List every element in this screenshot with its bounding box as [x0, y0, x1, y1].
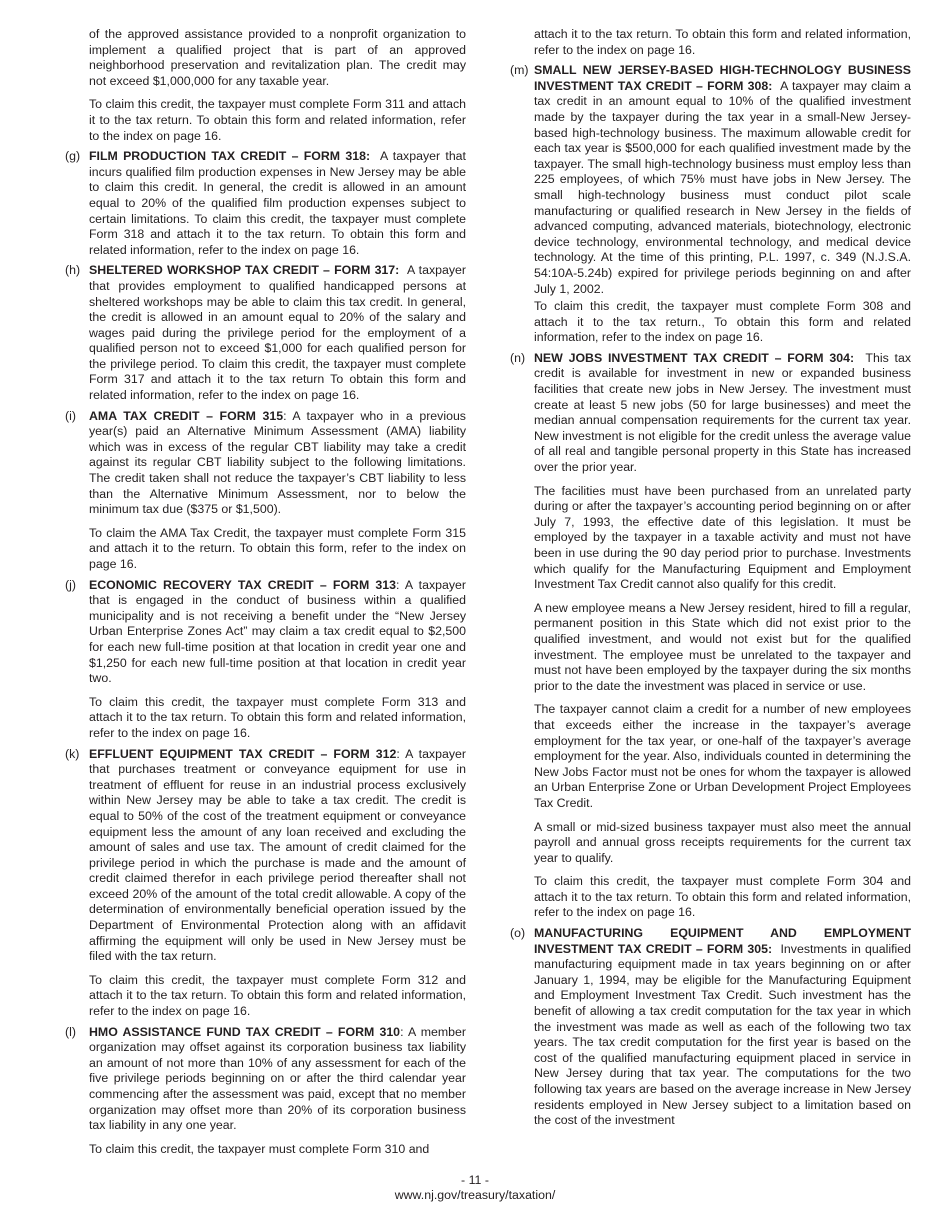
- section-letter: (i): [65, 408, 76, 423]
- section-title: EFFLUENT EQUIPMENT TAX CREDIT – FORM 312: [89, 746, 397, 761]
- section-text-4: The taxpayer cannot claim a credit for a number of new employees that exceeds either the increase in the taxpayer’s average employment for the tax year, or one-half of the taxpayer’s average employment for the year. Also, individuals counted in determining the New Jobs Factor must not be ones for whom the taxpayer is allowed an Urban Enterprise Zone or Urban Development Project Employees Tax Credit.: [534, 702, 911, 810]
- section-letter: (k): [65, 746, 80, 761]
- right-column: [510, 27, 911, 1134]
- section-title: AMA TAX CREDIT – FORM 315: [89, 408, 284, 423]
- section-i: [65, 409, 466, 573]
- section-letter: (g): [65, 149, 81, 164]
- intro-paragraph: [65, 27, 466, 144]
- section-title: HMO ASSISTANCE FUND TAX CREDIT – FORM 310: [89, 1024, 401, 1039]
- continuation-text: attach it to the tax return. To obtain this form and related information, refer to the index on page 16.: [534, 27, 911, 57]
- section-l: [65, 1025, 466, 1158]
- section-text-6: To claim this credit, the taxpayer must complete Form 304 and attach it to the tax return. To obtain this form and related information, refer to the index on page 16.: [534, 874, 911, 920]
- section-o: [510, 926, 911, 1129]
- section-letter: (m): [510, 63, 529, 78]
- section-text-2: To claim this credit, the taxpayer must complete Form 308 and attach it to the tax return., To obtain this form and related information, refer to the index on page 16.: [534, 299, 911, 345]
- intro-text-2: To claim this credit, the taxpayer must complete Form 311 and attach it to the tax return. To obtain this form and related information, refer to the index on page 16.: [89, 97, 466, 143]
- section-text-2: To claim this credit, the taxpayer must complete Form 313 and attach it to the tax return. To obtain this form and related information, refer to the index on page 16.: [89, 694, 466, 740]
- section-letter: (n): [510, 350, 526, 365]
- section-text: : A member organization may offset against its corporation business tax liability an amount of not more than 10% of any assessment for each of the five privilege periods beginning on or after the third calendar year commencing after the assessment was paid, except that no member organization may offset more than 20% of its corporation business tax liability in any one year.: [89, 1024, 466, 1133]
- left-column: [65, 27, 466, 1162]
- section-text-3: A new employee means a New Jersey resident, hired to fill a regular, permanent position in this State which did not exist prior to the qualified investment, and would not exist but for the qualified investment. The employee must be unrelated to the taxpayer and must not have been employed by the taxpayer during the six months prior to the date the investment was placed in service or use.: [534, 600, 911, 693]
- section-text-2: To claim this credit, the taxpayer must complete Form 312 and attach it to the tax return. To obtain this form and related information, refer to the index on page 16.: [89, 972, 466, 1019]
- section-k: [65, 747, 466, 1020]
- section-text-2: The facilities must have been purchased from an unrelated party during or after the taxpayer’s accounting period beginning on or after July 7, 1993, the effective date of this legislation. It must be employed by the taxpayer in a taxable activity and must not have been in use during the 90 day period prior to purchase. Investments which qualify for the Manufacturing Equipment and Employment Investment Tax Credit cannot also qualify for this credit.: [534, 483, 911, 592]
- continuation-paragraph: [510, 27, 911, 58]
- section-letter: (o): [510, 926, 526, 941]
- section-m: [510, 63, 911, 346]
- section-title: MANUFACTURING EQUIPMENT AND EMPLOYMENT INVESTMENT TAX CREDIT – FORM 305:: [534, 926, 911, 956]
- section-text: A taxpayer that provides employment to qualified handicapped persons at sheltered workshops may be able to claim this tax credit. In general, the credit is allowed in an amount equal to 20% of the salary and wages paid during the privilege period for the employment of a qualified person not to exceed $1,000 for each qualified person for the privilege period. To claim this credit, the taxpayer must complete Form 317 and attach it to the tax return To obtain this form and related information, refer to the index on page 16.: [89, 263, 466, 403]
- intro-text-1: of the approved assistance provided to a nonprofit organization to implement a qualified project that is part of an approved neighborhood preservation and revitalization plan. The credit may not exceed $1,000,000 for any taxable year.: [89, 27, 466, 88]
- section-j: [65, 578, 466, 742]
- footer-url: www.nj.gov/treasury/taxation/: [394, 1188, 556, 1202]
- section-h: [65, 263, 466, 403]
- section-n: [510, 351, 911, 921]
- section-text: A taxpayer that incurs qualified film production expenses in New Jersey may be able to claim this credit. In general, the credit is allowed in an amount equal to 20% of the qualified film production expenses subject to certain limitations. To claim this credit, the taxpayer must complete Form 318 and attach it to the tax return. To obtain this form and related information, refer to the index on page 16.: [89, 149, 466, 257]
- section-text-5: A small or mid-sized business taxpayer must also meet the annual payroll and annual gross receipts requirements for the current tax year to qualify.: [534, 819, 911, 865]
- section-title: NEW JOBS INVESTMENT TAX CREDIT – FORM 304:: [534, 350, 855, 365]
- section-text-2: To claim this credit, the taxpayer must complete Form 310 and: [89, 1141, 430, 1156]
- section-title: SHELTERED WORKSHOP TAX CREDIT – FORM 317:: [89, 263, 400, 278]
- section-text-2: To claim the AMA Tax Credit, the taxpayer must complete Form 315 and attach it to the return. To obtain this form, refer to the index on page 16.: [89, 525, 466, 571]
- section-text: This tax credit is available for investment in new or expanded business facilities that create new jobs in New Jersey. The investment must create at least 5 new jobs (50 for large businesses) and meet the median annual compensation requirements for the current tax year. New investment is not eligible for the credit unless the average value of all real and tangible personal property in this State has increased over the prior year.: [534, 350, 911, 475]
- page-number: - 11 -: [461, 1173, 489, 1187]
- section-text: : A taxpayer that purchases treatment or conveyance equipment for use in treatment of effluent for reuse in an industrial process exclusively within New Jersey may be able to take a tax credit. The credit is equal to 50% of the cost of the treatment equipment or conveyance equipment less the amount of any loan received and excluding the amount of sales and use tax. The amount of credit claimed for the privilege period in which the purchase is made and the amount of credit claimed therefor in each privilege period thereafter shall not exceed 20% of the amount of the total credit allowable. A copy of the determination of environmentally beneficial operation issued by the Department of Environmental Protection along with an affidavit affirming the equipment will only be used in New Jersey must be filed with the tax return.: [89, 746, 466, 964]
- section-letter: (j): [65, 577, 76, 592]
- section-text: : A taxpayer who in a previous year(s) paid an Alternative Minimum Assessment (AMA) liability which was in excess of the regular CBT liability may take a credit against its regular CBT liability subject to the following limitations. The credit taken shall not reduce the taxpayer’s CBT liability to less than the Alternative Minimum Assessment, nor to below the minimum tax due ($375 or $1,500).: [89, 408, 466, 517]
- section-text: : A taxpayer that is engaged in the conduct of business within a qualified municipality and is not receiving a benefit under the “New Jersey Urban Enterprise Zones Act” may claim a tax credit equal to $2,500 for each new full-time position at that location in credit year one and $1,250 for each new full-time position at that location in credit year two.: [89, 577, 466, 686]
- section-text: Investments in qualified manufacturing equipment made in tax years beginning on or after January 1, 1994, may be eligible for the Manufacturing Equipment and Employment Investment Tax Credit. Such investment has the benefit of allowing a tax credit computation for the tax year in which the investment was made as well as each of the following two tax years. The tax credit computation for the first year is based on the cost of the qualified manufacturing equipment placed in service in New Jersey during that tax year. The computations for the two following tax years are based on the average increase in New Jersey residents employed in New Jersey subject to a limitation based on the cost of the investment: [534, 941, 912, 1128]
- section-letter: (h): [65, 263, 81, 278]
- section-title: FILM PRODUCTION TAX CREDIT – FORM 318:: [89, 149, 371, 164]
- section-text: A taxpayer may claim a tax credit in an amount equal to 10% of the qualified investment made by the taxpayer during the tax year in a small-New Jersey-based high-technology business. The maximum allowable credit for each tax year is $500,000 for each qualified investment made by the taxpayer. The small high-technology business must employ less than 225 employees, of which 75% must have jobs in New Jersey. The small high-technology business must conduct pilot scale manufacturing or qualified research in New Jersey in the fields of advanced computing, advanced materials, biotechnology, electronic device technology, environmental technology, and medical device technology. At the time of this printing, P.L. 1997, c. 349 (N.J.S.A. 54:10A-5.24b) expired for privilege periods beginning on and after July 1, 2002.: [534, 78, 912, 296]
- section-title: SMALL NEW JERSEY-BASED HIGH-TECHNOLOGY BUSINESS INVESTMENT TAX CREDIT – FORM 308:: [534, 63, 911, 93]
- section-g: [65, 149, 466, 258]
- section-title: ECONOMIC RECOVERY TAX CREDIT – FORM 313: [89, 577, 397, 592]
- section-letter: (l): [65, 1024, 76, 1039]
